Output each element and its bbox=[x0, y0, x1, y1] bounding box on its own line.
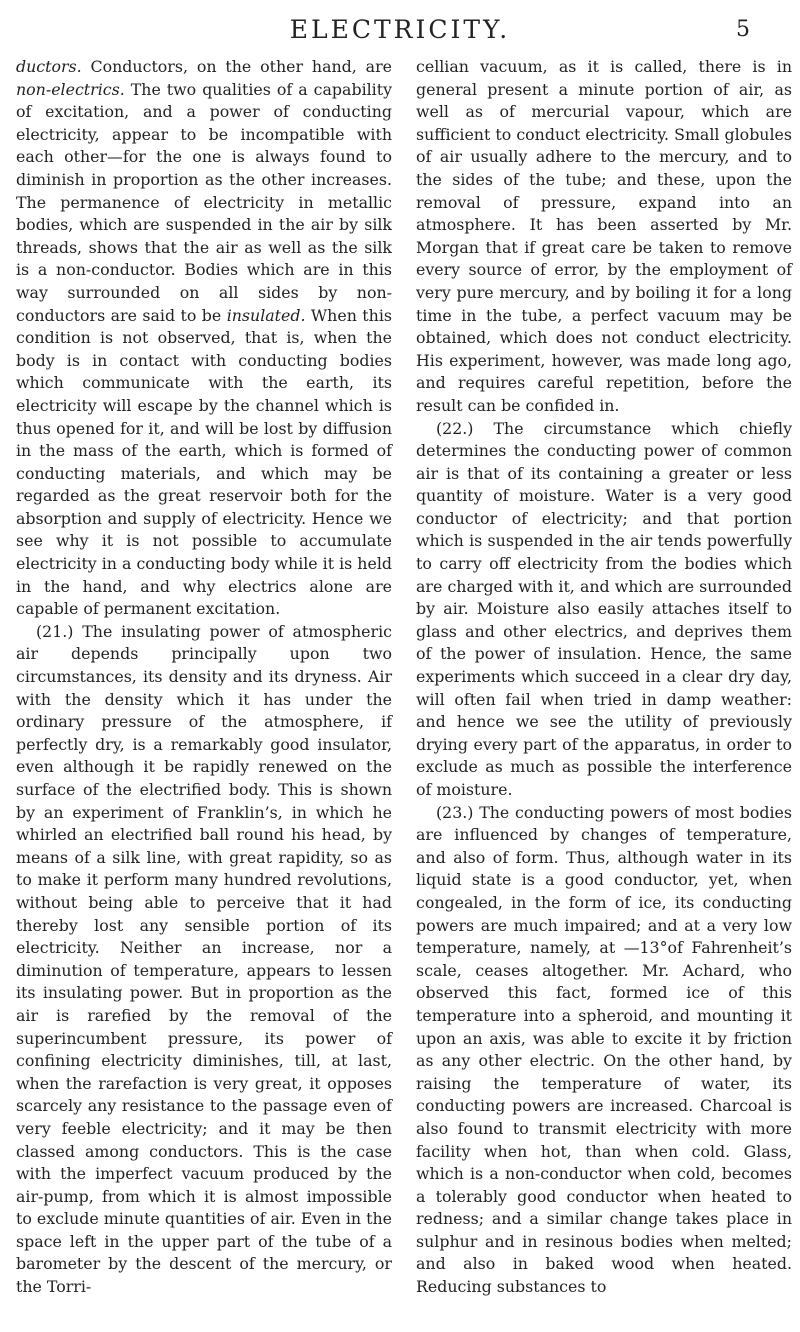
paragraph-text: Conductors, on the other hand, are bbox=[81, 57, 392, 76]
paragraph-23: (23.) The conducting powers of most bodies are influenced by changes of temperature, and also of form. Thus, although water in its liquid state is a good conductor, yet, when congealed, in the form of ice, its conducting powers are much impaired; and at a very low temperature, namely, at —13°of Fahrenheit’s scale, ceases altogether. Mr. Achard, who observed this fact, formed ice of this temperature into a spheroid, and mounting it upon an axis, was able to excite it by friction as any other electric. On the other hand, by raising the temperature of water, its conducting powers are increased. Charcoal is also found to transmit electricity with more facility when hot, than when cold. Glass, which is a non-conductor when cold, becomes a tolerably good conductor when heated to redness; and a similar change takes place in sulphur and in resinous bodies when melted; and also in baked wood when heated. Reducing substances to bbox=[416, 802, 792, 1297]
paragraph-22: (22.) The circumstance which chiefly determines the conducting power of common air is that of its containing a greater or less quantity of moisture. Water is a very good conductor of electricity; and that portion which is suspended in the air tends powerfully to carry off electricity from the bodies which are charged with it, and which are surrounded by air. Moisture also easily attaches itself to glass and other electrics, and deprives them of the power of insulation. Hence, the same experiments which succeed in a clear dry day, will often fail when tried in damp weather: and hence we see the utility of previously drying every part of the apparatus, in order to exclude as much as possible the interference of moisture. bbox=[416, 418, 792, 799]
running-title: ELECTRICITY. bbox=[289, 15, 511, 44]
italic-term: insulated. bbox=[226, 305, 306, 325]
paragraph-conductors bbox=[16, 56, 392, 621]
running-head bbox=[0, 12, 800, 48]
paragraph-torricellian: cellian vacuum, as it is called, there is in general present a minute portion of air, as well as of mercurial vapour, which are sufficient to conduct electricity. Small globules of air usually adhere to the mercury, and to the sides of the tube; and these, upon the removal of pressure, expand into an atmosphere. It has been asserted by Mr. Morgan that if great care be taken to remove every source of error, by the employment of very pure mercury, and by boiling it for a long time in the tube, a perfect vacuum may be obtained, which does not conduct electricity. His experiment, however, was made long ago, and requires careful repetition, before the result can be confided in. bbox=[416, 57, 792, 415]
text-columns bbox=[16, 56, 792, 1299]
paragraph-text: When this condition is not observed, that is, when the body is in contact with conducting bodies which communicate with the earth, its electricity will escape by the channel which is thus opened for it, and will be lost by diffusion in the mass of the earth, which is formed of conducting materials, and which may be regarded as the great reservoir both for the absorption and supply of electricity. Hence we see why it is not possible to accumulate electricity in a conducting body while it is held in the hand, and why electrics alone are capable of permanent excitation. bbox=[16, 305, 392, 619]
paragraph-21: (21.) The insulating power of atmospheric air depends principally upon two circumstances, its density and its dryness. Air with the density which it has under the ordinary pressure of the atmosphere, if perfectly dry, is a remarkably good insulator, even although it be rapidly renewed on the surface of the electrified body. This is shown by an experiment of Franklin’s, in which he whirled an electrified ball round his head, by means of a silk line, with great rapidity, so as to make it perform many hundred revolutions, without being able to perceive that it had thereby lost any sensible portion of its electricity. Neither an increase, nor a diminution of temperature, appears to lessen its insulating power. But in proportion as the air is rarefied by the removal of the superincumbent pressure, its power of confining electricity diminishes, till, at last, when the rarefaction is very great, it opposes scarcely any resistance to the passage even of very feeble electricity; and it may be then classed among conductors. This is the case with the imperfect vacuum produced by the air-pump, from which it is almost impossible to exclude minute quantities of air. Even in the space left in the upper part of the tube of a barometer by the descent of the mercury, or the Torri- bbox=[16, 621, 392, 1297]
page-number: 5 bbox=[736, 17, 750, 42]
paragraph-text: The two qualities of a capability of excitation, and a power of conducting electricity, appear to be incompatible with each other—for the one is always found to diminish in proportion as the other increases. The permanence of electricity in metallic bodies, which are suspended in the air by silk threads, shows that the air as well as the silk is a non-conductor. Bodies which are in this way surrounded on all sides by non-conductors are said to be bbox=[16, 79, 392, 325]
left-column bbox=[16, 56, 392, 1299]
right-column bbox=[416, 56, 792, 1299]
italic-term: ductors. bbox=[16, 57, 82, 76]
italic-term: non-electrics. bbox=[16, 79, 125, 99]
